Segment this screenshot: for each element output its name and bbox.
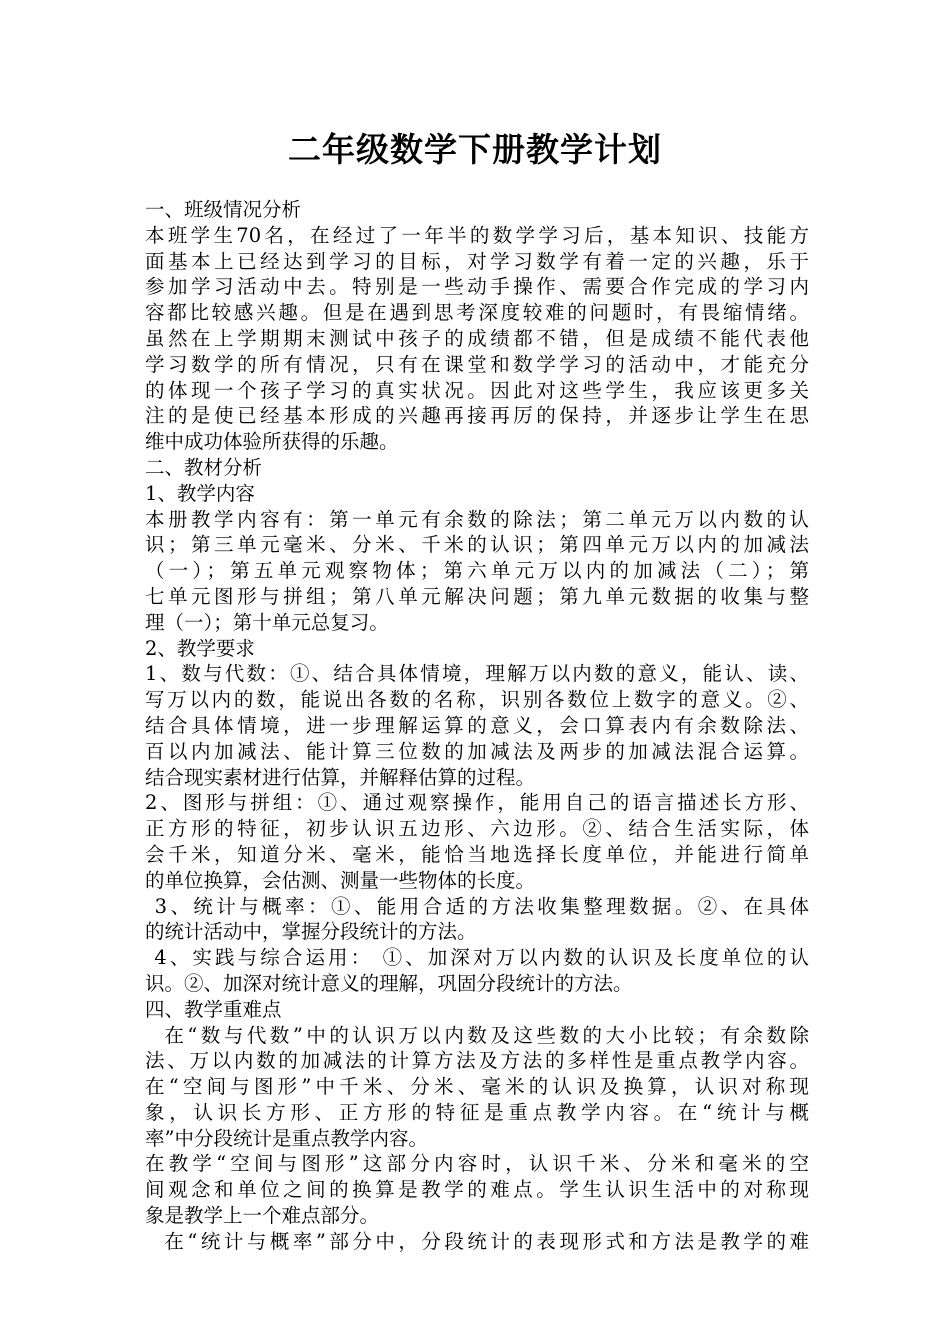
paragraph-line: 注的是使已经基本形成的兴趣再接再厉的保持，并逐步让学生在思 <box>145 404 809 428</box>
paragraph-line: 七单元图形与拼组；第八单元解决问题；第九单元数据的收集与整 <box>145 584 809 608</box>
document-body <box>145 197 809 1255</box>
paragraph-line: 在“统计与概率”部分中，分段统计的表现形式和方法是教学的难 <box>145 1229 809 1253</box>
paragraph-line: 识。②、加深对统计意义的理解，巩固分段统计的方法。 <box>145 971 633 995</box>
paragraph-line: 在“数与代数”中的认识万以内数及这些数的大小比较；有余数除 <box>145 1023 809 1047</box>
paragraph-line: 象，认识长方形、正方形的特征是重点教学内容。在“统计与概 <box>145 1100 809 1124</box>
section-heading-textbook-analysis: 二、教材分析 <box>145 455 263 479</box>
paragraph-line: 写万以内的数，能说出各数的名称，识别各数位上数字的意义。②、 <box>145 688 809 712</box>
paragraph-line: 参加学习活动中去。特别是一些动手操作、需要合作完成的学习内 <box>145 275 809 299</box>
paragraph-line: 的体现一个孩子学习的真实状况。因此对这些学生，我应该更多关 <box>145 378 809 402</box>
section-heading-key-difficult-points: 四、教学重难点 <box>145 997 282 1021</box>
paragraph-line: 本册教学内容有：第一单元有余数的除法；第二单元万以内数的认 <box>145 507 809 531</box>
paragraph-line: 维中成功体验所获得的乐趣。 <box>145 430 399 454</box>
paragraph-line: 4、实践与综合运用： ①、加深对万以内数的认识及长度单位的认 <box>145 946 809 970</box>
paragraph-line: 识；第三单元毫米、分米、千米的认识；第四单元万以内的加减法 <box>145 533 809 557</box>
paragraph-line: 结合具体情境，进一步理解运算的意义，会口算表内有余数除法、 <box>145 713 809 737</box>
paragraph-line: 本班学生70名，在经过了一年半的数学学习后，基本知识、技能方 <box>145 223 809 247</box>
paragraph-line: 虽然在上学期期末测试中孩子的成绩都不错，但是成绩不能代表他 <box>145 326 809 350</box>
paragraph-line: 在“空间与图形”中千米、分米、毫米的认识及换算，认识对称现 <box>145 1075 809 1099</box>
paragraph-line: （一）；第五单元观察物体；第六单元万以内的加减法（二）；第 <box>145 559 809 583</box>
subheading-teaching-requirements: 2、教学要求 <box>145 636 255 660</box>
paragraph-line: 结合现实素材进行估算，并解释估算的过程。 <box>145 765 536 789</box>
paragraph-line: 1、数与代数：①、结合具体情境，理解万以内数的意义，能认、读、 <box>145 662 809 686</box>
paragraph-line: 容都比较感兴趣。但是在遇到思考深度较难的问题时，有畏缩情绪。 <box>145 301 809 325</box>
paragraph-line: 百以内加减法、能计算三位数的加减法及两步的加减法混合运算。 <box>145 739 809 763</box>
paragraph-line: 理（一）；第十单元总复习。 <box>145 610 389 634</box>
paragraph-line: 在教学“空间与图形”这部分内容时，认识千米、分米和毫米的空 <box>145 1152 809 1176</box>
paragraph-line: 的统计活动中，掌握分段统计的方法。 <box>145 920 477 944</box>
document-title: 二年级数学下册教学计划 <box>288 130 662 169</box>
paragraph-line: 率”中分段统计是重点教学内容。 <box>145 1126 428 1150</box>
paragraph-line: 象是教学上一个难点部分。 <box>145 1204 380 1228</box>
paragraph-line: 间观念和单位之间的换算是教学的难点。学生认识生活中的对称现 <box>145 1178 809 1202</box>
paragraph-line: 3、统计与概率：①、能用合适的方法收集整理数据。②、在具体 <box>145 894 809 918</box>
paragraph-line: 法、万以内数的加减法的计算方法及方法的多样性是重点教学内容。 <box>145 1049 809 1073</box>
paragraph-line: 正方形的特征，初步认识五边形、六边形。②、结合生活实际，体 <box>145 817 809 841</box>
paragraph-line: 面基本上已经达到学习的目标，对学习数学有着一定的兴趣，乐于 <box>145 249 809 273</box>
section-heading-class-analysis: 一、班级情况分析 <box>145 198 302 221</box>
paragraph-line: 2、图形与拼组：①、通过观察操作，能用自己的语言描述长方形、 <box>145 791 809 815</box>
paragraph-line: 会千米，知道分米、毫米，能恰当地选择长度单位，并能进行简单 <box>145 842 809 866</box>
subheading-teaching-content: 1、教学内容 <box>145 481 255 505</box>
paragraph-line: 的单位换算，会估测、测量一些物体的长度。 <box>145 868 536 892</box>
paragraph-line: 学习数学的所有情况，只有在课堂和数学学习的活动中，才能充分 <box>145 352 809 376</box>
